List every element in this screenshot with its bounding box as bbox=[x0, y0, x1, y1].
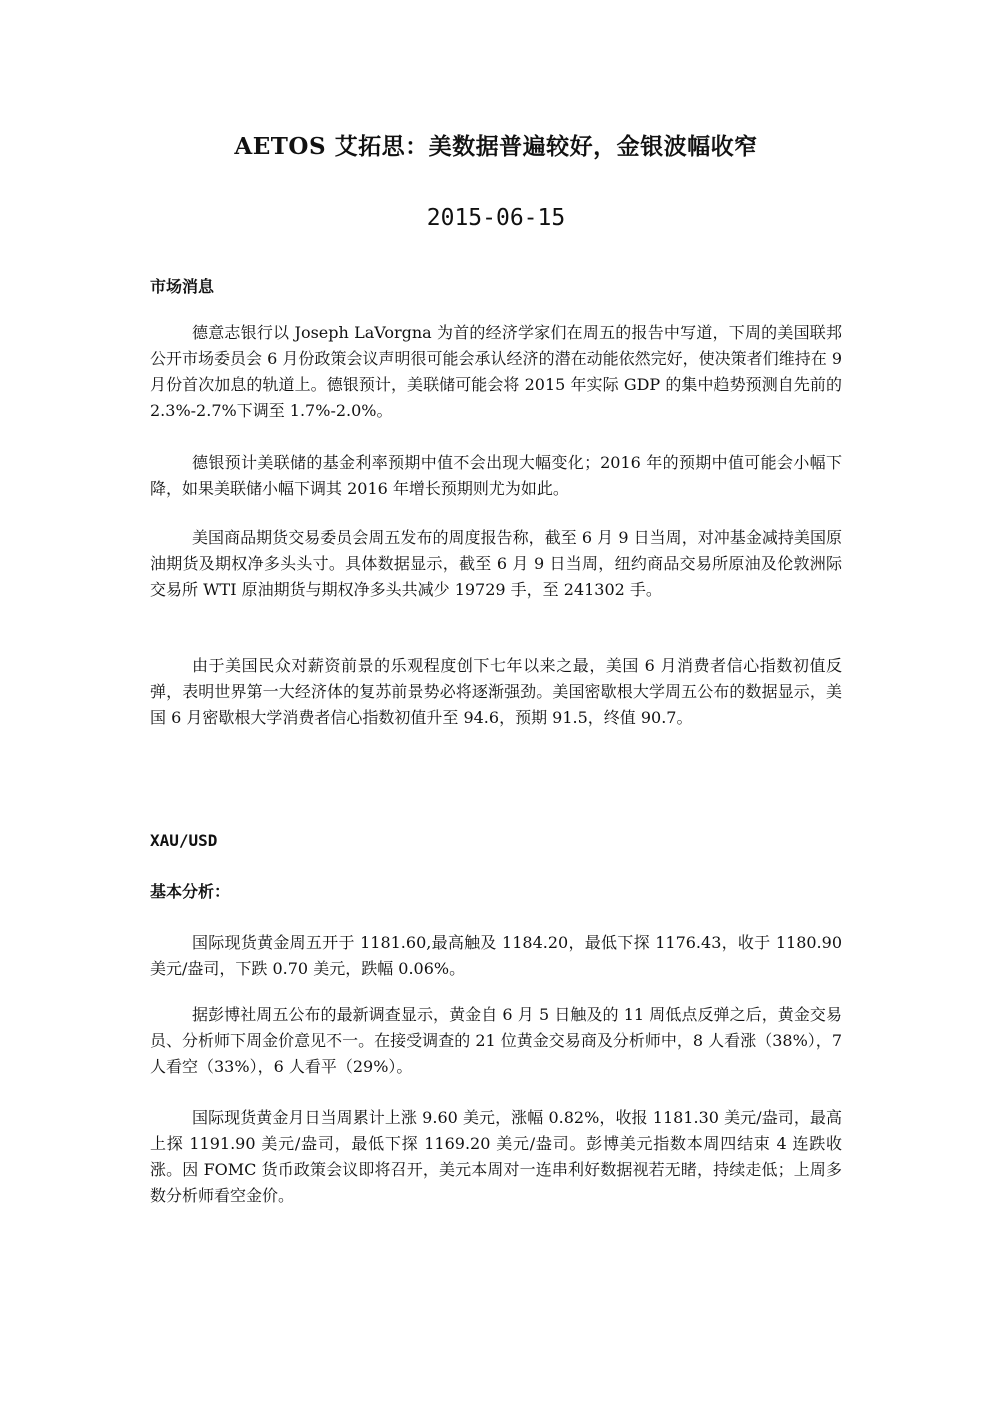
fundamental-paragraph-2: 据彭博社周五公布的最新调查显示，黄金自 6 月 5 日触及的 11 周低点反弹之后，黄金交易员、分析师下周金价意见不一。在接受调查的 21 位黄金交易商及分析师中，8 人看涨（38%），7 人看空（33%），6 人看平（29%）。 bbox=[150, 1005, 842, 1076]
market-news-paragraph-1: 德意志银行以 Joseph LaVorgna 为首的经济学家们在周五的报告中写道，下周的美国联邦公开市场委员会 6 月份政策会议声明很可能会承认经济的潜在动能依然完好，使决策者们维持在 9 月份首次加息的轨道上。德银预计，美联储可能会将 2015 年实际 GDP 的集中趋势预测自先前的 2.3%-2.7%下调至 1.7%-2.0%。 bbox=[150, 323, 842, 420]
fundamental-paragraph-3: 国际现货黄金月日当周累计上涨 9.60 美元，涨幅 0.82%，收报 1181.30 美元/盎司，最高上探 1191.90 美元/盎司，最低下探 1169.20 美元/盎司。彭博美元指数本周四结束 4 连跌收涨。因 FOMC 货币政策会议即将召开，美元本周对一连串利好数据视若无睹，持续走低；上周多数分析师看空金价。 bbox=[150, 1108, 842, 1205]
fundamental-paragraph-1: 国际现货黄金周五开于 1181.60,最高触及 1184.20，最低下探 1176.43，收于 1180.90 美元/盎司，下跌 0.70 美元，跌幅 0.06%。 bbox=[150, 933, 842, 978]
fundamental-analysis-heading: 基本分析： bbox=[150, 882, 231, 901]
market-news-paragraph-3: 美国商品期货交易委员会周五发布的周度报告称，截至 6 月 9 日当周，对冲基金减持美国原油期货及期权净多头头寸。具体数据显示，截至 6 月 9 日当周，纽约商品交易所原油及伦敦洲际交易所 WTI 原油期货与期权净多头共减少 19729 手，至 241302 手。 bbox=[150, 528, 842, 599]
document-date: 2015-06-15 bbox=[426, 205, 566, 231]
market-news-heading: 市场消息 bbox=[150, 277, 215, 296]
market-news-paragraph-2: 德银预计美联储的基金利率预期中值不会出现大幅变化；2016 年的预期中值可能会小幅下降，如果美联储小幅下调其 2016 年增长预期则尤为如此。 bbox=[150, 453, 842, 498]
market-news-paragraph-4: 由于美国民众对薪资前景的乐观程度创下七年以来之最，美国 6 月消费者信心指数初值反弹，表明世界第一大经济体的复苏前景势必将逐渐强劲。美国密歇根大学周五公布的数据显示，美国 6 月密歇根大学消费者信心指数初值升至 94.6，预期 91.5，终值 90.7。 bbox=[150, 656, 842, 727]
instrument-label: XAU/USD bbox=[150, 831, 218, 850]
document-title: AETOS 艾拓思：美数据普遍较好，金银波幅收窄 bbox=[234, 133, 758, 160]
